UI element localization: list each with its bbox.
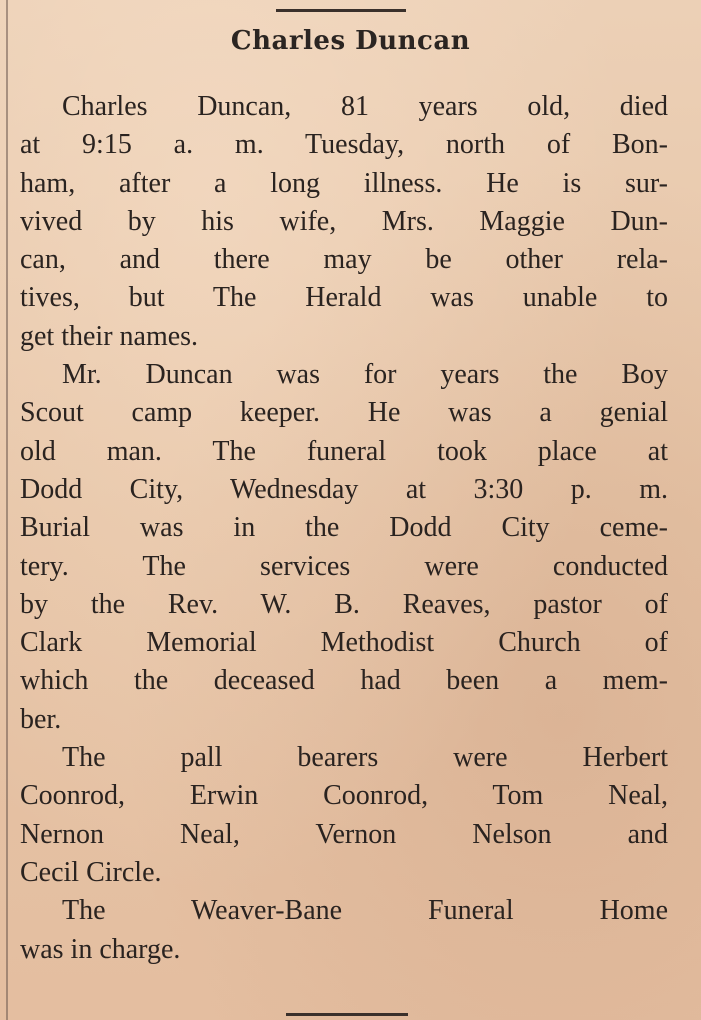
bottom-rule bbox=[286, 1013, 408, 1016]
text-line: can, and there may be other rela- bbox=[20, 244, 668, 276]
text-line: at 9:15 a. m. Tuesday, north of Bon- bbox=[20, 129, 668, 161]
top-rule bbox=[276, 9, 406, 12]
text-line: Nernon Neal, Vernon Nelson and bbox=[20, 818, 668, 850]
text-line: Mr. Duncan was for years the Boy bbox=[62, 359, 668, 391]
text-line: get their names. bbox=[20, 320, 199, 352]
text-line: vived by his wife, Mrs. Maggie Dun- bbox=[20, 205, 668, 237]
text-line: Scout camp keeper. He was a genial bbox=[20, 397, 668, 429]
headline: Charles Duncan bbox=[230, 26, 471, 56]
text-line: ham, after a long illness. He is sur- bbox=[20, 167, 668, 199]
text-line: Charles Duncan, 81 years old, died bbox=[62, 91, 668, 122]
text-line: tery. The services were conducted bbox=[20, 550, 668, 582]
text-line: Clark Memorial Methodist Church of bbox=[20, 627, 668, 659]
text-line: Cecil Circle. bbox=[20, 856, 162, 888]
text-line: Dodd City, Wednesday at 3:30 p. m. bbox=[20, 473, 668, 505]
text-line: was in charge. bbox=[20, 933, 181, 965]
text-line: which the deceased had been a mem- bbox=[20, 665, 668, 697]
text-line: The pall bearers were Herbert bbox=[62, 742, 668, 774]
text-line: old man. The funeral took place at bbox=[20, 435, 668, 467]
text-line: ber. bbox=[20, 703, 62, 735]
text-line: tives, but The Herald was unable to bbox=[20, 282, 668, 314]
article-body bbox=[20, 88, 668, 969]
text-line: by the Rev. W. B. Reaves, pastor of bbox=[20, 588, 668, 620]
text-line: Burial was in the Dodd City ceme- bbox=[20, 512, 668, 544]
column-border bbox=[6, 0, 8, 1020]
text-line: The Weaver-Bane Funeral Home bbox=[62, 895, 668, 927]
text-line: Coonrod, Erwin Coonrod, Tom Neal, bbox=[20, 780, 668, 812]
